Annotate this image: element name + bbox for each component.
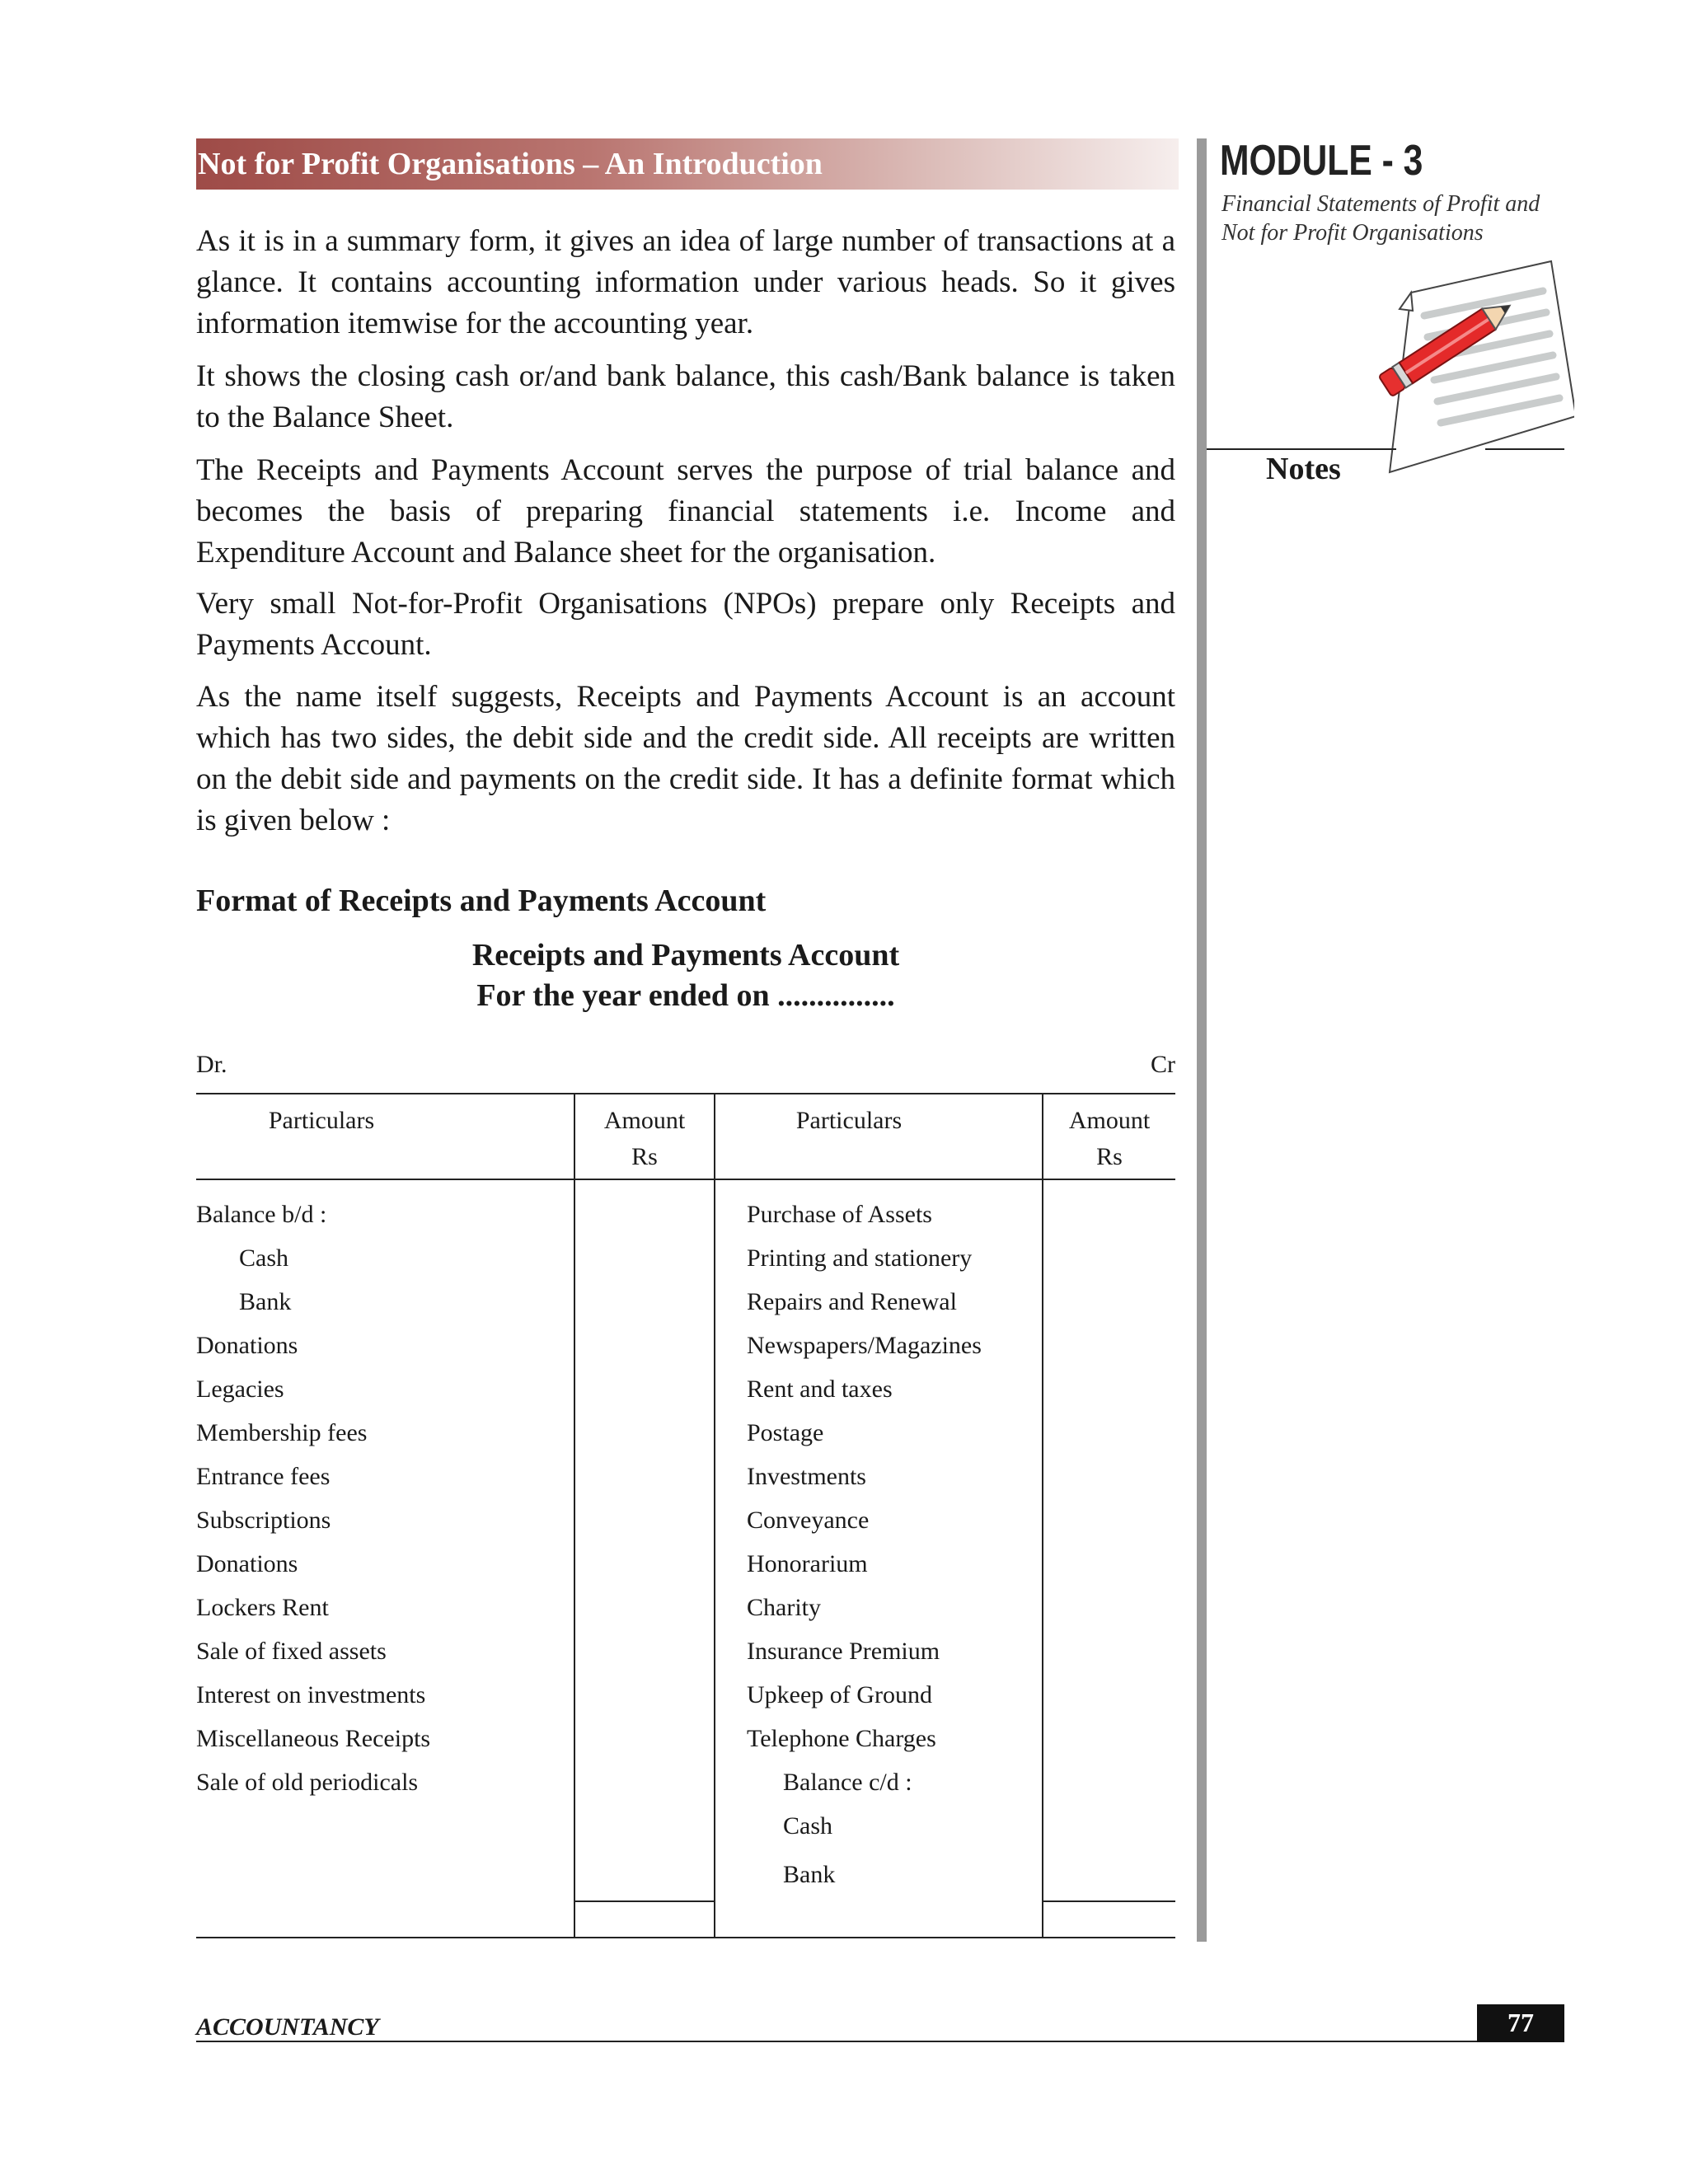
payment-item: Repairs and Renewal: [747, 1288, 957, 1315]
notepad-pencil-icon: [1360, 251, 1574, 474]
paragraph: As the name itself suggests, Receipts and Payments Account is an account which has two sides, the debit side and the credit side. All receipts are written on the debit side and payments on the credit side. It has a definite format which is given below :: [196, 680, 1175, 837]
account-title: Receipts and Payments Account: [471, 938, 900, 972]
paragraph: It shows the closing cash or/and bank balance, this cash/Bank balance is taken to the Balance Sheet.: [196, 359, 1175, 434]
header-unit-payments: Rs: [1096, 1143, 1123, 1170]
header-amount-receipts: Amount: [603, 1107, 686, 1134]
receipt-item: Legacies: [196, 1376, 284, 1403]
header-unit-receipts: Rs: [631, 1143, 658, 1170]
column-divider: [1042, 1093, 1043, 1938]
header-particulars-receipts: Particulars: [268, 1107, 375, 1134]
receipt-item: Donations: [196, 1550, 298, 1577]
module-title: MODULE - 3: [1220, 137, 1423, 185]
receipt-item: Entrance fees: [196, 1463, 331, 1490]
margin-divider: [1197, 138, 1207, 1942]
page-number: 77: [1507, 2008, 1534, 2037]
credit-label: Cr: [1151, 1051, 1175, 1078]
receipt-item: Sale of fixed assets: [196, 1638, 387, 1665]
receipt-item: Sale of old periodicals: [196, 1769, 419, 1796]
payment-item: Investments: [747, 1463, 866, 1490]
payment-item: Newspapers/Magazines: [747, 1332, 982, 1359]
receipt-item: Subscriptions: [196, 1507, 331, 1534]
notes-rule-right: [1485, 448, 1564, 450]
footer-subject: ACCOUNTANCY: [196, 2013, 379, 2041]
payment-item: Insurance Premium: [747, 1638, 940, 1665]
footer-rule: [196, 2041, 1564, 2042]
section-heading: Format of Receipts and Payments Account: [196, 883, 767, 918]
table-top-rule: [196, 1093, 1175, 1094]
payment-item: Cash: [783, 1812, 832, 1840]
payment-item: Charity: [747, 1594, 821, 1621]
payment-item: Bank: [783, 1861, 836, 1888]
account-period: For the year ended on ...............: [476, 978, 895, 1013]
payment-item: Upkeep of Ground: [747, 1681, 932, 1708]
paragraph: Very small Not-for-Profit Organisations (NPOs) prepare only Receipts and Payments Account.: [196, 587, 1175, 662]
payment-item: Rent and taxes: [747, 1376, 893, 1403]
payment-item: Printing and stationery: [747, 1244, 973, 1272]
payment-item: Balance c/d :: [783, 1769, 912, 1796]
debit-label: Dr.: [196, 1051, 227, 1078]
receipt-item: Balance b/d :: [196, 1201, 327, 1228]
payment-item: Postage: [747, 1419, 824, 1446]
left-amount-total-rule: [574, 1900, 715, 1902]
paragraph: As it is in a summary form, it gives an idea of large number of transactions at a glance. It contains accounting information under various heads. So it gives information itemwise for the accounting year.: [196, 224, 1175, 340]
receipt-item: Membership fees: [196, 1419, 368, 1446]
table-bottom-rule: [196, 1937, 1175, 1938]
receipt-item: Bank: [239, 1288, 292, 1315]
notes-label: Notes: [1266, 452, 1341, 486]
payment-item: Conveyance: [747, 1507, 870, 1534]
header-amount-payments: Amount: [1068, 1107, 1151, 1134]
receipt-item: Interest on investments: [196, 1681, 426, 1708]
paragraph: The Receipts and Payments Account serves the purpose of trial balance and becomes the basis of preparing financial statements i.e. Income and Expenditure Account and Balance sheet for the organisation.: [196, 453, 1175, 569]
chapter-title: Not for Profit Organisations – An Introduction: [198, 147, 823, 181]
column-divider: [574, 1093, 575, 1938]
receipt-item: Cash: [239, 1244, 288, 1272]
table-header-rule: [196, 1179, 1175, 1180]
receipt-item: Donations: [196, 1332, 298, 1359]
payment-item: Telephone Charges: [747, 1725, 936, 1752]
column-divider: [714, 1093, 715, 1938]
module-subtitle: Financial Statements of Profit and Not for Profit Organisations: [1221, 191, 1540, 246]
right-amount-total-rule: [1043, 1900, 1175, 1902]
receipt-item: Lockers Rent: [196, 1594, 329, 1621]
payment-item: Purchase of Assets: [747, 1201, 932, 1228]
payment-item: Honorarium: [747, 1550, 868, 1577]
receipt-item: Miscellaneous Receipts: [196, 1725, 431, 1752]
header-particulars-payments: Particulars: [795, 1107, 903, 1134]
